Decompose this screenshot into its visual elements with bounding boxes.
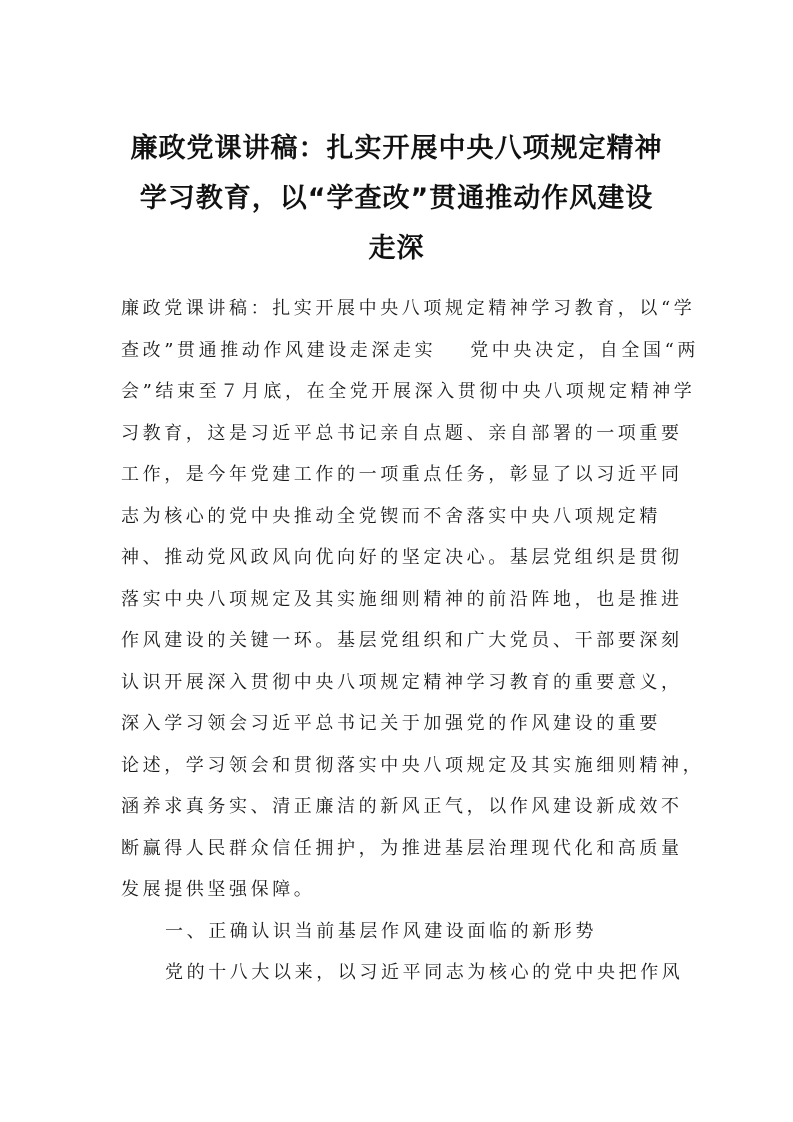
title-line-3: 走深 bbox=[368, 233, 425, 264]
body-line-5: 工作，是今年党建工作的一项重点任务，彰显了以习近平同 bbox=[121, 464, 683, 485]
title-line-1: 廉政党课讲稿：扎实开展中央八项规定精神 bbox=[130, 133, 663, 164]
section-first-line: 党的十八大以来，以习近平同志为核心的党中央把作风 bbox=[165, 962, 684, 983]
body-line-2a: 查改”贯通推动作风建设走深走实 bbox=[121, 339, 437, 361]
body-line-12: 论述，学习领会和贯彻落实中央八项规定及其实施细则精神， bbox=[121, 754, 705, 776]
body-line-11: 深入学习领会习近平总书记关于加强党的作风建设的重要 bbox=[121, 713, 661, 734]
body-line-3: 会”结束至７月底，在全党开展深入贯彻中央八项规定精神学 bbox=[121, 381, 696, 402]
title-line-2: 学习教育，以“学查改”贯通推动作风建设 bbox=[139, 183, 654, 214]
body-line-13: 涵养求真务实、清正廉洁的新风正气，以作风建设新成效不 bbox=[121, 796, 683, 817]
document-body bbox=[121, 288, 705, 994]
section-heading: 一、正确认识当前基层作风建设面临的新形势 bbox=[165, 920, 597, 942]
body-line-2b: 党中央决定，自全国“两 bbox=[470, 339, 700, 361]
body-line-4: 习教育，这是习近平总书记亲自点题、亲自部署的一项重要 bbox=[121, 422, 683, 444]
body-line-8: 落实中央八项规定及其实施细则精神的前沿阵地，也是推进 bbox=[121, 588, 683, 610]
body-line-2 bbox=[121, 330, 700, 372]
body-line-1: 廉政党课讲稿：扎实开展中央八项规定精神学习教育，以“学 bbox=[121, 298, 696, 319]
body-line-14: 断赢得人民群众信任拥护，为推进基层治理现代化和高质量 bbox=[121, 837, 683, 859]
body-line-15: 发展提供坚强保障。 bbox=[121, 879, 316, 900]
body-line-10: 认识开展深入贯彻中央八项规定精神学习教育的重要意义， bbox=[121, 671, 683, 693]
body-line-9: 作风建设的关键一环。基层党组织和广大党员、干部要深刻 bbox=[121, 630, 683, 651]
body-line-6: 志为核心的党中央推动全党锲而不舍落实中央八项规定精 bbox=[121, 505, 661, 527]
document-title bbox=[110, 124, 683, 274]
body-line-7: 神、推动党风政风向优向好的坚定决心。基层党组织是贯彻 bbox=[121, 547, 683, 568]
